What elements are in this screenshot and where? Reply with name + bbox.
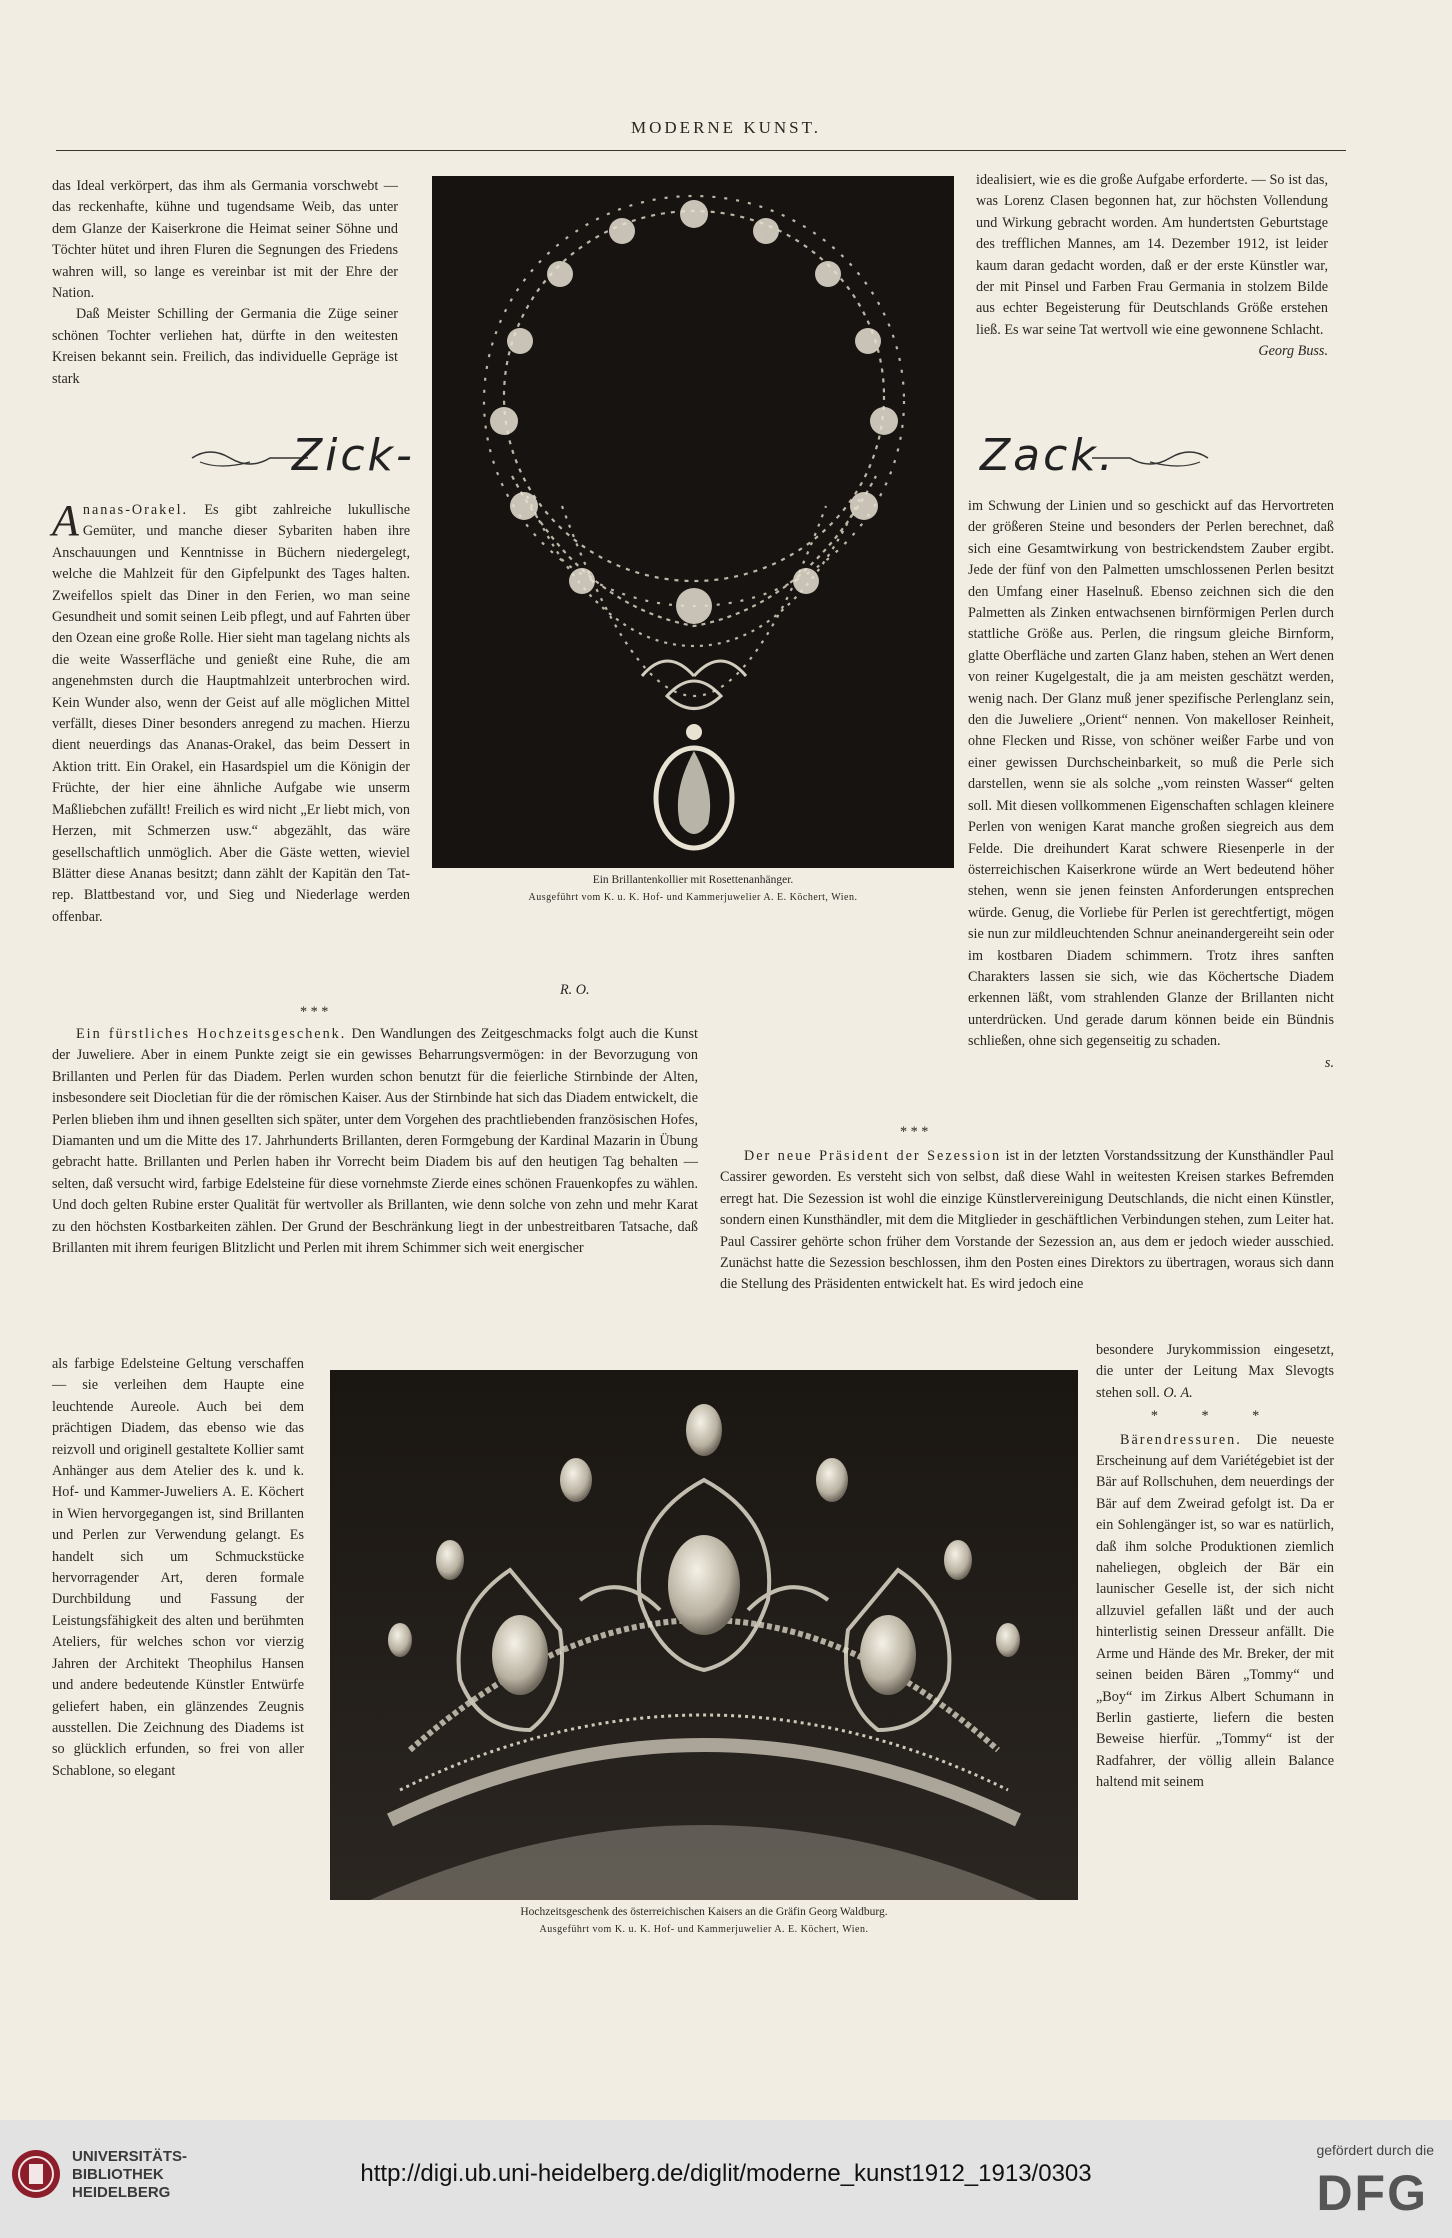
diadem-caption-credit: Ausgeführt vom K. u. K. Hof- und Kammerjuwelier A. E. Köchert, Wien. — [539, 1924, 869, 1935]
necklace-caption-credit: Ausgeführt vom K. u. K. Hof- und Kammerjuwelier A. E. Köchert, Wien. — [528, 892, 858, 903]
germania-paragraph-3: idealisiert, wie es die große Aufgabe erforderte. — So ist das, was Lorenz Clasen begonnen hat, zur höchsten Vollendung und Wirkung gebracht worden. Am hundertsten Geburtstage des trefflichen Mannes, am 14. Dezember 1912, ist leider kaum daran gedacht worden, daß er der erste Künstler war, der mit Pinsel und Farben Frau Germania in stolzem Bilde aus echter Begeisterung für Deutschlands Größe erstehen ließ. Es war seine Tat wertvoll wie eine gewonnene Schlacht. — [976, 172, 1328, 338]
necklace-caption-title: Ein Brillantenkollier mit Rosettenanhänger. — [592, 874, 794, 886]
sezession-narrow-span: besondere Jurykommission eingesetzt, die unter der Leitung Max Slevogts stehen soll. — [1096, 1342, 1334, 1401]
hochzeit-narrow-paragraph: als farbige Edelsteine Geltung verschaffen — sie verleihen dem Haupte eine leuchtende Aureole. Auch bei dem prächtigen Diadem, das ebenso wie das reizvoll und originell gestaltete Kollier samt Anhänger aus dem Atelier des k. und k. Hof- und Kammer-Juweliers A. E. Köchert in Wien hervorgegangen ist, sind Brillanten und Perlen zur Verwendung gelangt. Es handelt sich um Schmuckstücke hervorragender Art, deren formale Durchbildung und Fassung der Leistungsfähigkeit des alten und berühmten Ateliers, für welches schon vor vierzig Jahren der Architekt Theophilus Hansen und andere bedeutende Künstler Entwürfe geliefert haben, ein glänzendes Zeugnis ausstellen. Die Zeichnung des Diadems ist so glücklich erfunden, so frei von aller Schablone, so elegant — [52, 1356, 304, 1779]
hochzeit-article — [52, 1024, 698, 1259]
heading-zick: Zick- — [292, 430, 415, 481]
germania-paragraph-1: das Ideal verkörpert, das ihm als Germania vorschwebt — das reckenhafte, kühne und tugendsame Weib, das unter dem Glanze der Kaiserkrone die Heimat seiner Söhne und Töchter hütet und ihren Fluren die Segnungen des Friedens wahren will, so lange es vereinbar ist mit der Ehre der Nation. — [52, 178, 398, 302]
baeren-text: Die neueste Erscheinung auf dem Variétégebiet ist der Bär auf Rollschuhen, dem neuerdings der Bär auf dem Zweirad gefolgt ist. Da er ein Sohlengänger ist, so war es natürlich, daß ihm solche Produktionen ziemlich naheliegen, obgleich der Bär ein launischer Geselle ist, der sich nicht allzuviel gefallen läßt und der auch hinterlistig seinen Dresseur anfällt. Die Arme und Hände des Mr. Breker, der mit seinen beiden Bären „Tommy“ und „Boy“ im Zirkus Albert Schumann in Berlin gastierte, liefern die besten Beweise hierfür. „Tommy“ ist der Radfahrer, der völlig allein Balance haltend mit seinem — [1096, 1431, 1334, 1791]
germania-paragraph-2: Daß Meister Schilling der Germania die Züge seiner schönen Tochter verliehen hat, dürfte in den weitesten Kreisen bekannt sein. Freilich, das individuelle Gepräge ist stark — [52, 306, 398, 387]
funded-by-label: gefördert durch die — [1316, 2142, 1434, 2158]
hochzeit-continuation — [52, 1354, 304, 1782]
stars-divider-baeren: * * * — [1150, 1408, 1280, 1425]
sezession-paragraph — [720, 1146, 1334, 1296]
library-line-3: HEIDELBERG — [72, 2184, 171, 2201]
dfg-logo: DFG — [1316, 2165, 1428, 2221]
signature-s: s. — [1324, 1054, 1334, 1071]
flourish-right-icon — [1090, 444, 1210, 472]
right-column-top — [976, 170, 1328, 363]
pearls-article — [968, 496, 1334, 1074]
heading-zack: Zack. — [980, 430, 1116, 481]
ananas-text: Es gibt zahlreiche lukullische Gemüter, und manche dieser Sybariten haben ihre Anschauungen und Kenntnisse in Büchern niedergelegt, welche die Mahlzeit für den Gipfelpunkt des Tages halten. Zweifellos spielt das Diner in den Ferien, wo man seine Gesundheit und somit seinen Leib pflegt, und auf Fahrten über den Ozean eine große Rolle. Hier sieht man tagelang nichts als die weite Wasserfläche und genießt eine Ruhe, die am angenehmsten durch die Hauptmahlzeit unterbrochen wird. Kein Wunder also, wenn der Geist auf alle möglichen Mittel verfällt, dieses Diner besonders anregend zu machen. Hierzu dient neuerdings das Ananas-Orakel, das beim Dessert in Aktion tritt. Ein Orakel, ein Hasardspiel um die Königin der Früchte, der hier eine ähnliche Aufgabe wie unserm Maßliebchen zufällt! Freilich es wird nicht „Er liebt mich, von Herzen, mit Schmerzen usw.“ abgezählt, das wäre gesellschaftlich unmöglich. Aber die Gäste wetten, wieviel Blätter diese Ananas besitzt; dann zählt der Kapitän den Tat- rep. Blattbestand vor, und Sieg und Niederlage werden offenbar. — [52, 502, 410, 925]
sezession-text: ist in der letzten Vorstandssitzung der Kunsthändler Paul Cassirer geworden. Es versteht sich von selbst, daß diese Wahl in weitesten Kreisen starkes Befremden erregt hat. Die Sezession ist wohl die einzige Künstlervereinigung Deutschlands, die nicht einen Künstler, sondern einen Kunsthändler, mit dem die Mitglieder in geschäftlichen Verbindungen stehen, zum Leiter hat. Paul Cassirer gehörte schon früher dem Vorstande der Sezession an, aus dem er jedoch wieder ausschied. Zunächst hatte die Sezession beschlossen, ihm den Posten eines Direktors zu übertragen, woraus sich dann die Stellung des Präsidenten entwickelt hat. Es wird jedoch eine — [720, 1148, 1334, 1293]
sezession-title: Der neue Präsident der Sezession — [744, 1148, 1002, 1164]
library-line-2: BIBLIOTHEK — [72, 2166, 164, 2183]
diadem-caption — [330, 1904, 1078, 1938]
sezession-article — [720, 1146, 1334, 1296]
sezession-signature: O. A. — [1163, 1384, 1193, 1401]
page-header: MODERNE KUNST. — [631, 118, 821, 137]
stars-divider-right: * * * — [900, 1124, 929, 1140]
sezession-continuation — [1096, 1340, 1334, 1794]
baeren-paragraph — [1096, 1430, 1334, 1794]
diadem-photo — [330, 1370, 1078, 1900]
necklace-illustration — [432, 176, 954, 868]
stars-divider-left: * * * — [300, 1004, 329, 1020]
signature-georg-buss: Georg Buss. — [1258, 343, 1328, 360]
hochzeit-paragraph — [52, 1024, 698, 1259]
necklace-caption — [432, 872, 954, 906]
necklace-photo — [432, 176, 954, 868]
permalink-url[interactable]: http://digi.ub.uni-heidelberg.de/diglit/moderne_kunst1912_1913/0303 — [360, 2160, 1092, 2187]
ananas-title: nanas-Orakel. — [82, 502, 189, 518]
header-rule — [56, 150, 1346, 151]
hochzeit-title: Ein fürstliches Hochzeitsgeschenk. — [76, 1026, 347, 1042]
ananas-paragraph — [52, 496, 410, 928]
library-line-1: UNIVERSITÄTS- — [72, 2148, 188, 2165]
left-column-top — [52, 176, 398, 390]
footer-bar — [0, 2120, 1452, 2238]
diadem-caption-title: Hochzeitsgeschenk des österreichischen Kaisers an die Gräfin Georg Waldburg. — [520, 1906, 888, 1918]
hochzeit-text: Den Wandlungen des Zeitgeschmacks folgt auch die Kunst der Juweliere. Aber in einem Punkte zeigt sie ein gewisses Beharrungsvermögen: in der Bevorzugung von Brillanten und Perlen für das Diadem. Perlen wurden schon benutzt für die feierliche Stirnbinde der Alten, insbesondere seit Diocletian für die der römischen Kaiser. Aus der Stirnbinde hat sich das Diadem entwickelt, die Perlen blieben ihm und ihnen gesellten sich später, unter dem Vorgehen des prachtliebenden französischen Hofes, Diamanten und um die Mitte des 17. Jahrhunderts Brillanten, deren Formgebung der Kardinal Mazarin in Übung gebracht hatte. Brillanten und Perlen haben ihr Vorrecht beim Diadem bis auf den heutigen Tag behalten — selten, daß versucht wird, farbige Edelsteine für diese vornehmste Zierde eines schönen Frauenkopfes zu wählen. Und doch gelten Rubine erster Qualität für wertvoller als Brillanten, wie denn solche von zehn und mehr Karat zu den höchsten Kostbarkeiten zählen. Der Grund der Beschränkung liegt in der unbestreitbaren Tatsache, daß Brillanten mit ihrem feurigen Blitzlicht und Perlen mit ihrem Schimmer sich weit energischer — [52, 1026, 698, 1257]
ananas-article — [52, 496, 410, 928]
baeren-title: Bärendressuren. — [1120, 1431, 1242, 1448]
pearls-paragraph: im Schwung der Linien und so geschickt auf das Hervortreten der größeren Steine und besonders der Perlen berechnet, daß sich eine Gesamtwirkung von bestrickendstem Zauber ergibt. Jede der fünf von den Palmetten umschlossenen Perlen besitzt den Umfang einer Haselnuß. Ebenso zeichnen sich die den Palmetten als Zinken entwachsenen birnförmigen Perlen durch stattliche Größe aus. Perlen, die ringsum gleiche Birnform, glatte Oberfläche und zarten Glanz haben, stehen an Wert denen von reiner Kugelgestalt, die ja am meisten geschätzt werden, wenig nach. Der Glanz muß jener spezifische Perlenglanz sein, den die Juweliere „Orient“ nennen. Von makelloser Reinheit, ohne Flecken und Risse, von schöner weißer Farbe und von einer gewissen Durchscheinbarkeit, so muß die Perle sich darstellen, wenn sie als solche „vom reinsten Wasser“ gelten soll. Mit diesen vollkommenen Eigenschaften schlagen kleinere Perlen von wenigen Karat manche großen siegreich aus dem Felde. Die dreihundert Karat schwere Riesenperle in der österreichischen Kaiserkrone würde an Wert bedeutend höher stehen, wenn sie jenen feinsten Anforderungen entsprechen würde. Genug, die Vorliebe für Perlen ist gerechtfertigt, mögen sie nun zur mildleuchtenden Schnur aneinandergereiht sein oder im kostbaren Diadem schimmern. Trotz ihres sanften Charakters lassen sie sich, wie das Köchertsche Diadem erkennen läßt, vom strahlenden Glanze der Brillanten nicht unterdrücken. Und gerade darum können beide ein Bündnis schließen, ohne sich gegenseitig zu schaden. — [968, 498, 1334, 1050]
diadem-illustration — [330, 1370, 1078, 1900]
ananas-signature: R. O. — [560, 982, 590, 998]
sezession-narrow-text — [1096, 1340, 1334, 1404]
ananas-dropcap: A — [52, 496, 79, 545]
